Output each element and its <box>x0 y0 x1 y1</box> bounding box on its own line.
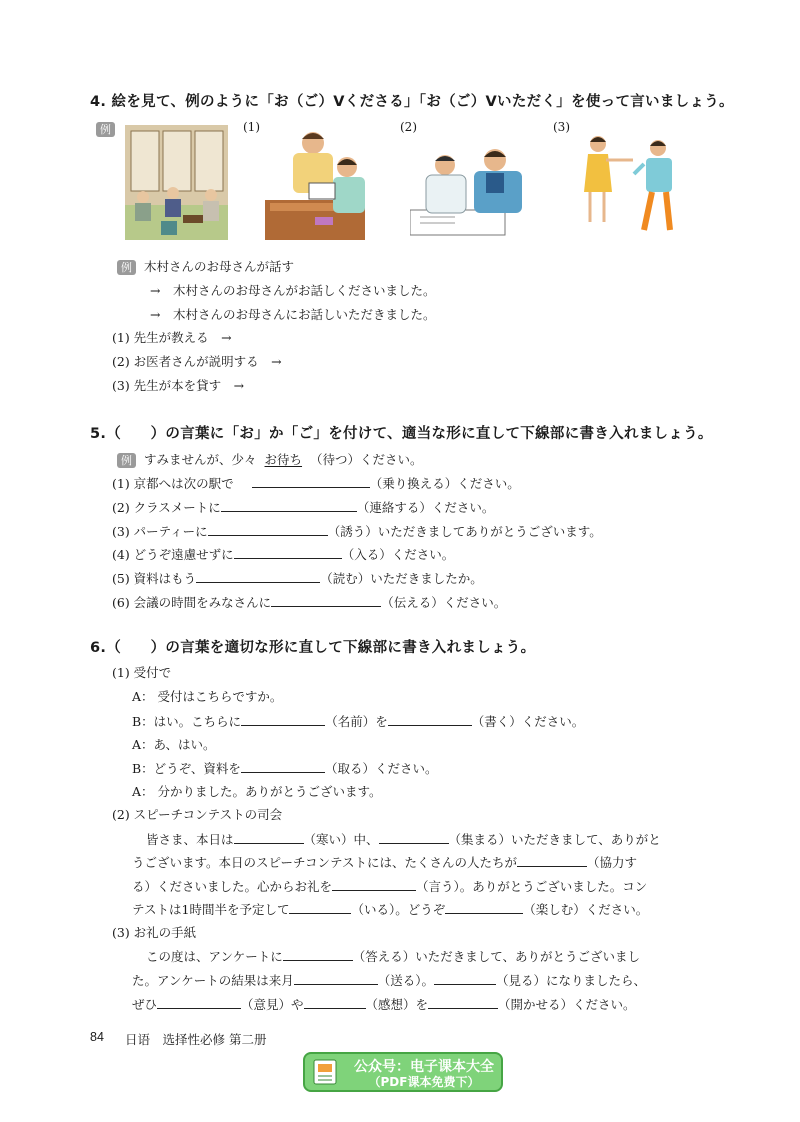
q4-item-3: (3) 先生が本を貸す → <box>112 378 245 393</box>
answer-blank[interactable] <box>221 498 357 512</box>
q4-item-2: (2) お医者さんが説明する → <box>112 354 282 369</box>
q6-section-3-title: (3) お礼の手紙 <box>112 925 197 940</box>
q4-example <box>117 258 294 276</box>
answer-blank[interactable] <box>241 759 325 773</box>
answer-blank[interactable] <box>283 947 353 961</box>
answer-blank[interactable] <box>379 830 449 844</box>
q6-s3-line-2: た。アンケートの結果は来月 （送る）。 （見る）になりましたら、 <box>132 973 647 988</box>
q5-item-1: (1) 京都へは次の駅で （乗り換える）ください。 <box>112 476 520 491</box>
q5-example-answer: お待ち <box>264 452 303 467</box>
picture-label-2: (2) <box>400 120 417 134</box>
watermark-stamp <box>303 1052 503 1092</box>
answer-blank[interactable] <box>234 830 304 844</box>
q4-answer-2: → 木村さんのお母さんにお話しいただきました。 <box>150 307 436 322</box>
q6-section-2-title: (2) スピーチコンテストの司会 <box>112 807 283 822</box>
answer-blank[interactable] <box>294 971 378 985</box>
answer-blank[interactable] <box>271 593 381 607</box>
q5-item-6: (6) 会議の時間をみなさんに （伝える）ください。 <box>112 595 507 610</box>
question-5-heading: 5.（ ）の言葉に「お」か「ご」を付けて、適当な形に直して下線部に書き入れましょう。 <box>90 426 713 442</box>
q6-s1-b1: B：はい。こちらに （名前）を （書く）ください。 <box>132 714 585 729</box>
q6-s2-line-4: テストは1時間半を予定して （いる）。どうぞ （楽しむ）ください。 <box>132 902 649 917</box>
example-badge: 例 <box>117 260 136 275</box>
q6-s2-line-3: る）くださいました。心からお礼を （言う）。ありがとうございました。コン <box>132 879 648 894</box>
question-6-heading: 6.（ ）の言葉を適切な形に直して下線部に書き入れましょう。 <box>90 640 536 656</box>
answer-blank[interactable] <box>241 712 325 726</box>
example-badge: 例 <box>117 453 136 468</box>
q5-item-5: (5) 資料はもう （読む）いただきましたか。 <box>112 571 483 586</box>
answer-blank[interactable] <box>304 995 366 1009</box>
answer-blank[interactable] <box>196 569 320 583</box>
q6-s1-a1: A： 受付はこちらですか。 <box>132 689 283 704</box>
q5-item-4: (4) どうぞ遠慮せずに （入る）ください。 <box>112 547 455 562</box>
question-4-heading: 4. 絵を見て、例のように「お（ご）Vくださる」「お（ご）Vいただく」を使って言いましょう。 <box>90 94 734 110</box>
q4-example-text: 木村さんのお母さんが話す <box>144 259 295 274</box>
q5-example-post: （待つ）ください。 <box>310 452 423 467</box>
answer-blank[interactable] <box>445 900 523 914</box>
book-icon <box>311 1058 343 1086</box>
page-number: 84 <box>90 1030 104 1044</box>
q6-s1-a3: A： 分かりました。ありがとうございます。 <box>132 784 382 799</box>
answer-blank[interactable] <box>332 877 416 891</box>
answer-blank[interactable] <box>388 712 472 726</box>
illustration-teacher-student <box>265 125 375 240</box>
q6-s3-line-3: ぜひ （意見）や （感想）を （開かせる）ください。 <box>132 997 636 1012</box>
picture-label-example: 例 <box>96 122 115 137</box>
illustration-two-people <box>578 130 688 240</box>
stamp-line-1: 公众号：电子课本大全 <box>354 1059 494 1075</box>
q6-s2-line-2: うございます。本日のスピーチコンテストには、たくさんの人たちが （協力す <box>132 855 638 870</box>
q5-item-2: (2) クラスメートに （連絡する）ください。 <box>112 500 495 515</box>
answer-blank[interactable] <box>252 474 370 488</box>
answer-blank[interactable] <box>517 853 587 867</box>
q4-item-1: (1) 先生が教える → <box>112 330 232 345</box>
answer-blank[interactable] <box>289 900 351 914</box>
picture-label-3: (3) <box>553 120 570 134</box>
q5-example <box>117 451 423 469</box>
q6-s2-line-1: 皆さま、本日は （寒い）中、 （集まる）いただきまして、ありがと <box>146 832 661 847</box>
illustration-doctor-patient <box>410 145 525 240</box>
answer-blank[interactable] <box>208 522 328 536</box>
stamp-line-2: （PDF课本免费下） <box>368 1075 480 1089</box>
q5-item-3: (3) パーティーに （誘う）いただきましてありがとうございます。 <box>112 524 602 539</box>
illustration-tatami-room <box>125 125 228 240</box>
book-title: 日语 选择性必修 第二册 <box>125 1032 267 1047</box>
answer-blank[interactable] <box>157 995 241 1009</box>
q6-s1-a2: A：あ、はい。 <box>132 737 216 752</box>
q6-s3-line-1: この度は、アンケートに （答える）いただきまして、ありがとうございまし <box>146 949 641 964</box>
answer-blank[interactable] <box>434 971 496 985</box>
q6-s1-b2: B：どうぞ、資料を （取る）ください。 <box>132 761 438 776</box>
picture-label-1: (1) <box>243 120 260 134</box>
q6-section-1-title: (1) 受付で <box>112 665 172 680</box>
q4-answer-1: → 木村さんのお母さんがお話しくださいました。 <box>150 283 436 298</box>
q5-example-pre: すみませんが、少々 <box>144 452 257 467</box>
answer-blank[interactable] <box>234 545 342 559</box>
answer-blank[interactable] <box>428 995 498 1009</box>
